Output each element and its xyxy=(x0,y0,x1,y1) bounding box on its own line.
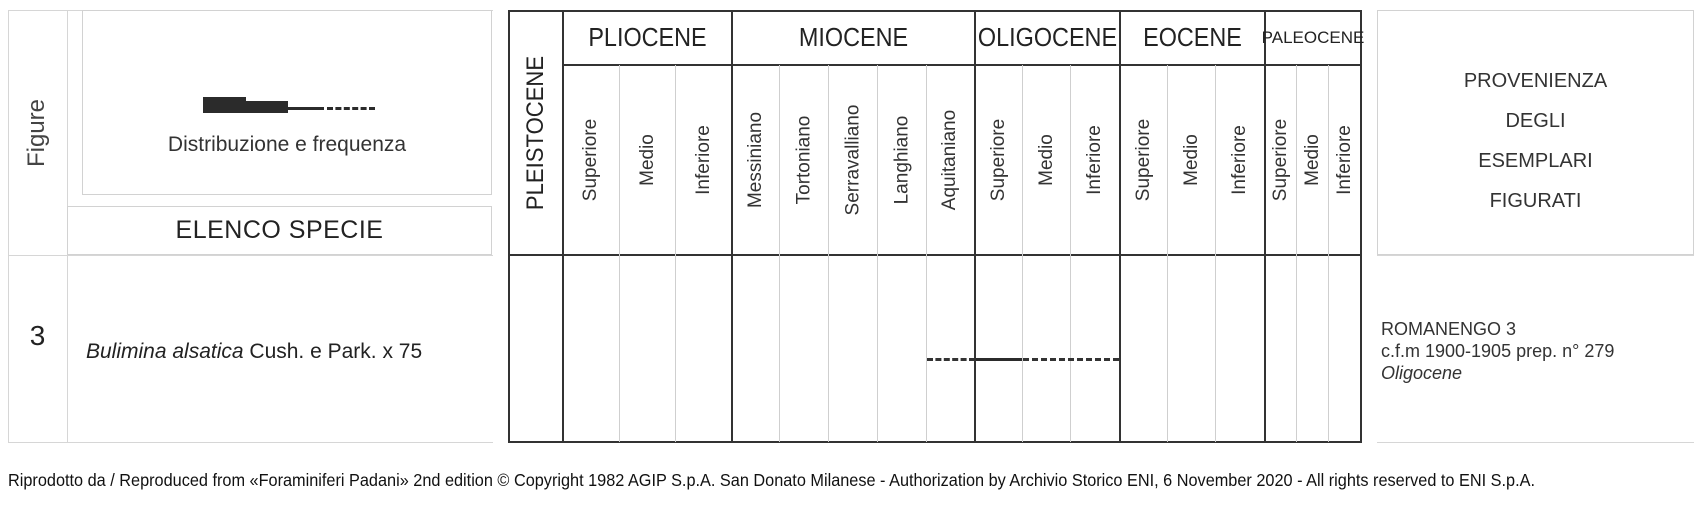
stage-label: Superiore xyxy=(1270,118,1292,202)
distribution-dashed-oligocene-lower xyxy=(1023,358,1119,361)
stage-label: Superiore xyxy=(580,118,602,202)
stage-oligocene-superiore xyxy=(976,65,1022,255)
species-name-line xyxy=(86,340,422,364)
stage-oligocene-medio xyxy=(1023,65,1070,255)
stage-paleocene-superiore xyxy=(1266,65,1296,255)
stage-label: Serravalliano xyxy=(842,104,863,216)
chart-bottom-frame xyxy=(508,441,1362,443)
chart-right-frame xyxy=(1360,10,1362,443)
distribution-solid-oligocene-superiore xyxy=(976,358,1022,361)
provenance-detail: c.f.m 1900-1905 prep. n° 279 xyxy=(1381,341,1615,361)
pleistocene-label: PLEISTOCENE xyxy=(521,55,549,210)
species-list-header xyxy=(67,206,492,255)
stage-label: Inferiore xyxy=(692,125,714,195)
stage-label: Medio xyxy=(636,134,658,186)
species-name: Bulimina alsatica xyxy=(86,340,244,363)
legend-text: Distribuzione e frequenza xyxy=(167,133,407,156)
species-list-title: ELENCO SPECIE xyxy=(175,216,384,244)
stage-oligocene-inferiore xyxy=(1071,65,1119,255)
stage-label: Medio xyxy=(1180,134,1202,186)
provenance-age: Oligocene xyxy=(1381,363,1463,383)
legend-box xyxy=(82,10,492,195)
stage-serravalliano xyxy=(829,65,877,255)
figure-column-header xyxy=(8,10,67,255)
frequency-bar-legend xyxy=(203,97,383,119)
epoch-pliocene: PLIOCENE xyxy=(588,22,707,52)
stage-paleocene-medio xyxy=(1297,65,1328,255)
figure-number: 3 xyxy=(29,320,46,351)
stage-pliocene-medio xyxy=(620,65,675,255)
epoch-eocene: EOCENE xyxy=(1143,22,1242,52)
pleistocene-header xyxy=(509,11,562,254)
stage-langhiano xyxy=(878,65,926,255)
provenance-line: DEGLI xyxy=(1505,110,1566,132)
stage-label: Medio xyxy=(1301,134,1323,186)
provenance-locality: ROMANENGO 3 xyxy=(1381,319,1517,339)
stage-eocene-inferiore xyxy=(1216,65,1264,255)
stage-label: Aquitaniano xyxy=(939,109,961,211)
provenance-entry xyxy=(1381,318,1614,384)
row-separator xyxy=(8,255,493,256)
provenance-header-box xyxy=(1377,10,1694,255)
stage-label: Inferiore xyxy=(1333,125,1355,195)
provenance-title xyxy=(1378,61,1693,221)
epoch-paleocene: PALEOCENE xyxy=(1261,27,1365,47)
distribution-dashed-aquitaniano xyxy=(927,358,975,361)
stage-aquitaniano xyxy=(927,65,974,255)
stage-label: Messiniano xyxy=(745,111,767,209)
bottom-rule xyxy=(8,442,493,443)
provenance-line: FIGURATI xyxy=(1489,190,1582,212)
copyright-caption: Riprodotto da / Reproduced from «Foraminiferi Padani» 2nd edition © Copyright 1982 AGIP S.p.A. San Donato Milanese - Authorization by Archivio Storico ENI, 6 November 2020 - All rights reserved to ENI S.p.A. xyxy=(8,470,1535,490)
figure-label: Figure xyxy=(23,98,51,167)
stage-label: Superiore xyxy=(1133,118,1155,202)
stage-pliocene-inferiore xyxy=(676,65,731,255)
provenance-row-rule xyxy=(1377,255,1694,256)
epoch-oligocene: OLIGOCENE xyxy=(977,22,1118,52)
provenance-bottom-rule xyxy=(1377,442,1694,443)
stage-eocene-medio xyxy=(1168,65,1215,255)
stage-paleocene-inferiore xyxy=(1329,65,1360,255)
stage-messiniano xyxy=(733,65,779,255)
species-authority: Cush. e Park. x 75 xyxy=(243,340,423,363)
stage-label: Superiore xyxy=(988,118,1010,202)
epoch-miocene: MIOCENE xyxy=(798,22,909,52)
stage-label: Inferiore xyxy=(1229,125,1251,195)
stage-eocene-superiore xyxy=(1121,65,1167,255)
stage-label: Inferiore xyxy=(1084,125,1106,195)
provenance-line: ESEMPLARI xyxy=(1478,150,1593,172)
stage-tortoniano xyxy=(780,65,828,255)
stage-label: Langhiano xyxy=(891,115,913,205)
stage-label: Medio xyxy=(1035,134,1057,186)
provenance-line: PROVENIENZA xyxy=(1463,70,1608,92)
stage-pliocene-superiore xyxy=(564,65,619,255)
stage-label: Tortoniano xyxy=(793,115,815,205)
